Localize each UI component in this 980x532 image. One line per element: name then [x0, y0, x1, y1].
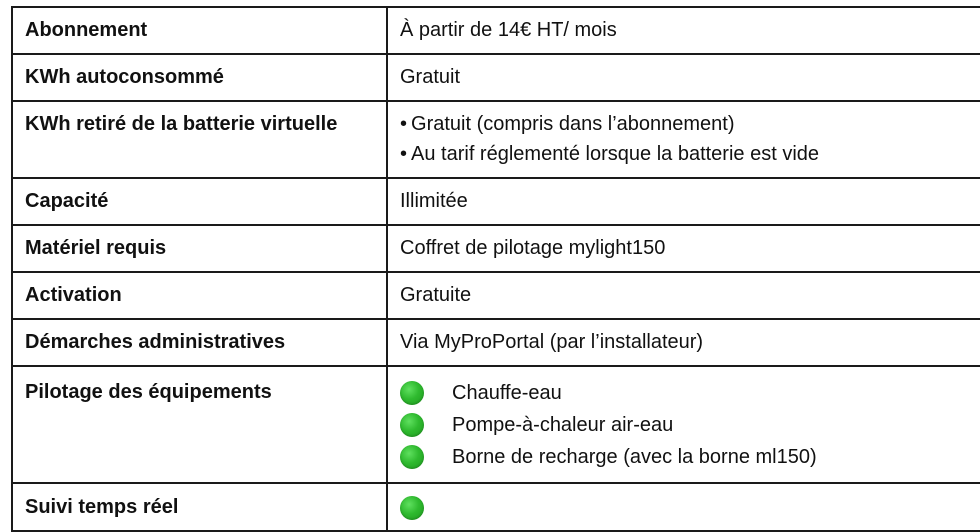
- table-row: [12, 178, 980, 225]
- green-circle-icon: [400, 445, 424, 469]
- bullet-icon: •: [400, 113, 408, 135]
- bullet-text: Au tarif réglementé lorsque la batterie est vide: [411, 143, 820, 165]
- table-row: [12, 366, 980, 483]
- row-label: Suivi temps réel: [12, 483, 387, 531]
- check-item: [400, 377, 980, 409]
- row-label: Pilotage des équipements: [12, 366, 387, 483]
- row-value: Via MyProPortal (par l’installateur): [387, 319, 980, 366]
- row-value: Illimitée: [387, 178, 980, 225]
- bullet-icon: •: [400, 143, 408, 165]
- check-text: Borne de recharge (avec la borne ml150): [452, 446, 817, 468]
- row-value-bullets: [387, 101, 980, 178]
- check-item: [400, 492, 980, 524]
- row-label: Abonnement: [12, 7, 387, 54]
- row-label: Activation: [12, 272, 387, 319]
- table-row: [12, 272, 980, 319]
- row-label: KWh autoconsommé: [12, 54, 387, 101]
- check-text: Chauffe-eau: [452, 382, 562, 404]
- row-label: Capacité: [12, 178, 387, 225]
- table-row: [12, 225, 980, 272]
- offer-details-table: [11, 6, 980, 532]
- table-row: [12, 319, 980, 366]
- bullet-text: Gratuit (compris dans l’abonnement): [411, 113, 735, 135]
- green-circle-icon: [400, 381, 424, 405]
- row-label: Démarches administratives: [12, 319, 387, 366]
- row-label: KWh retiré de la batterie virtuelle: [12, 101, 387, 178]
- row-value: Gratuit: [387, 54, 980, 101]
- table-row: [12, 54, 980, 101]
- table-row: [12, 7, 980, 54]
- bullet-item: [400, 139, 980, 169]
- row-value-checks: [387, 366, 980, 483]
- check-item: [400, 441, 980, 473]
- check-item: [400, 409, 980, 441]
- green-circle-icon: [400, 413, 424, 437]
- table-row: [12, 101, 980, 178]
- row-value: Coffret de pilotage mylight150: [387, 225, 980, 272]
- row-value: À partir de 14€ HT/ mois: [387, 7, 980, 54]
- row-label: Matériel requis: [12, 225, 387, 272]
- green-circle-icon: [400, 496, 424, 520]
- bullet-item: [400, 109, 980, 139]
- row-value: Gratuite: [387, 272, 980, 319]
- check-text: Pompe-à-chaleur air-eau: [452, 414, 674, 436]
